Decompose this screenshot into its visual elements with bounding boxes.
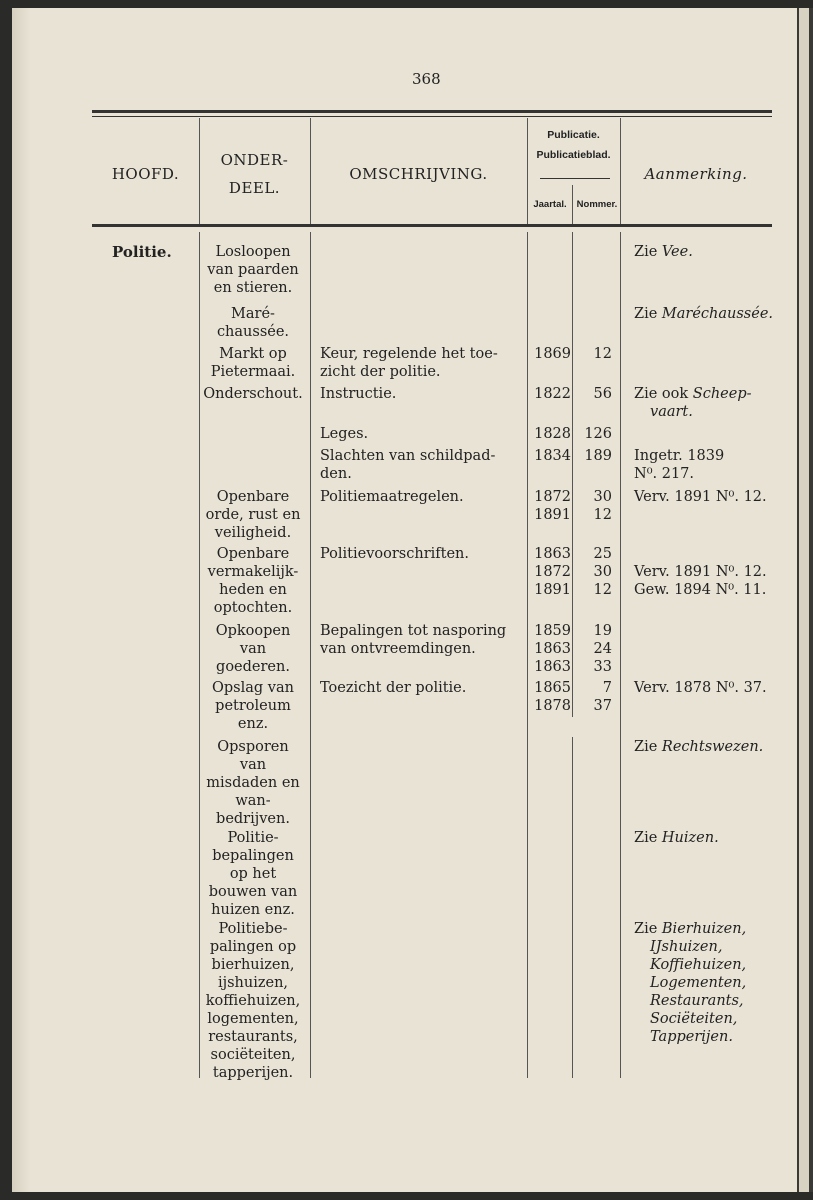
remark-line: Sociëteiten,	[650, 1011, 738, 1027]
onderdeel-cell-line: koffiehuizen,	[205, 993, 301, 1009]
jaartal-cell-line: 1869	[534, 346, 571, 362]
remark-line: Tapperijen.	[650, 1029, 733, 1045]
onderdeel-cell-line: Politie-	[227, 830, 279, 846]
jaartal-cell-line: 1834	[534, 448, 571, 464]
remark-line: Zie Bierhuizen,	[634, 921, 747, 937]
jaartal-cell	[527, 385, 571, 403]
remark-line: Zie Maréchaussée.	[634, 306, 774, 322]
jaartal-cell-line: 1865	[534, 680, 571, 696]
remark-cell	[634, 738, 784, 756]
nommer-cell	[576, 545, 612, 599]
jaartal-cell	[527, 545, 571, 599]
nommer-cell-line: 7	[602, 680, 612, 696]
remark-cell	[634, 488, 784, 506]
onderdeel-cell-line: Openbare	[216, 546, 290, 562]
omschrijving-cell	[320, 488, 520, 506]
onderdeel-cell-line: bedrijven.	[216, 811, 290, 827]
omschrijving-cell	[320, 545, 520, 563]
onderdeel-cell-line: Markt op	[219, 346, 287, 362]
nommer-cell	[576, 622, 612, 676]
nommer-cell-line: 126	[584, 426, 612, 442]
remark-cell	[634, 545, 784, 599]
onderdeel-cell	[198, 738, 308, 828]
omschrijving-cell-line: Toezicht der politie.	[320, 680, 467, 696]
remark-line: Restaurants,	[650, 993, 744, 1009]
omschrijving-cell-line: zicht der politie.	[320, 364, 441, 380]
onderdeel-cell	[198, 243, 308, 297]
onderdeel-cell-line: petroleum	[215, 698, 291, 714]
remark-line: Zie Huizen.	[634, 830, 719, 846]
jaartal-cell-line: 1863	[534, 546, 571, 562]
onderdeel-cell-line: op het	[229, 866, 277, 882]
onderdeel-cell	[198, 622, 308, 676]
omschrijving-cell-line: Leges.	[320, 426, 369, 442]
omschrijving-cell-line: den.	[320, 466, 352, 482]
onderdeel-cell	[198, 305, 308, 341]
remark-cell	[634, 305, 784, 323]
onderdeel-cell-line: tapperijen.	[212, 1065, 294, 1081]
nommer-cell-line: 12	[593, 582, 612, 598]
onderdeel-cell	[198, 545, 308, 617]
page-number: 368	[412, 70, 441, 88]
jaartal-cell-line: 1863	[534, 659, 571, 675]
onderdeel-cell-line: Opsporen	[217, 739, 289, 755]
onderdeel-cell-line: Pietermaai.	[210, 364, 296, 380]
onderdeel-cell	[198, 385, 308, 403]
onderdeel-cell-line: chaussée.	[216, 324, 290, 340]
remark-cell	[634, 385, 784, 421]
remark-line: Zie Rechtswezen.	[634, 739, 764, 755]
nommer-cell	[576, 447, 612, 465]
jaartal-cell-line: 1872	[534, 564, 571, 580]
omschrijving-cell-line: Instructie.	[320, 386, 397, 402]
jaartal-cell-line: 1859	[534, 623, 571, 639]
onderdeel-cell-line: bepalingen	[212, 848, 294, 864]
omschrijving-cell	[320, 385, 520, 403]
jaartal-cell	[527, 425, 571, 443]
nommer-cell-line: 19	[593, 623, 612, 639]
onderdeel-cell-line: van paarden	[207, 262, 299, 278]
remark-line	[634, 545, 784, 563]
remark-line: Verv. 1878 N⁰. 37.	[634, 680, 767, 696]
onderdeel-cell-line: restaurants,	[208, 1029, 298, 1045]
onderdeel-cell-line: veiligheid.	[214, 525, 292, 541]
remark-cell	[634, 243, 784, 261]
omschrijving-cell-line: Politievoorschriften.	[320, 546, 469, 562]
onderdeel-cell-line: en stieren.	[213, 280, 293, 296]
header-jaartal: Jaartal.	[533, 199, 567, 210]
nommer-cell-line: 189	[584, 448, 612, 464]
remark-line: Verv. 1891 N⁰. 12.	[634, 564, 767, 580]
nommer-cell	[576, 425, 612, 443]
remark-line: vaart.	[650, 404, 693, 420]
nommer-cell	[576, 345, 612, 363]
remark-line: Zie Vee.	[634, 244, 693, 260]
omschrijving-cell	[320, 345, 520, 381]
jaartal-cell	[527, 345, 571, 363]
nommer-cell-line: 12	[593, 507, 612, 523]
onderdeel-cell-line: van	[239, 757, 267, 773]
jaartal-cell	[527, 622, 571, 676]
onderdeel-cell-line: heden en	[219, 582, 287, 598]
omschrijving-cell-line: Bepalingen tot nasporing	[320, 623, 507, 639]
onderdeel-cell-line: Opkoopen	[215, 623, 291, 639]
jaartal-cell-line: 1822	[534, 386, 571, 402]
onderdeel-cell-line: sociëteiten,	[210, 1047, 296, 1063]
omschrijving-cell-line: van ontvreemdingen.	[320, 641, 476, 657]
omschrijving-cell	[320, 447, 520, 483]
column-divider	[572, 737, 573, 1078]
onderdeel-cell-line: goederen.	[216, 659, 290, 675]
onderdeel-cell-line: bouwen van	[208, 884, 298, 900]
onderdeel-cell-line: orde, rust en	[205, 507, 301, 523]
nommer-cell-line: 56	[593, 386, 612, 402]
remark-cell	[634, 920, 784, 1046]
remark-line: Verv. 1891 N⁰. 12.	[634, 489, 767, 505]
column-divider	[310, 232, 311, 1078]
hoofd-politie: Politie.	[112, 243, 172, 261]
nommer-cell	[576, 488, 612, 524]
remark-line: Zie ook Scheep-	[634, 386, 752, 402]
remark-cell	[634, 679, 784, 697]
onderdeel-cell-line: misdaden en	[206, 775, 300, 791]
onderdeel-cell-line: Politiebe-	[218, 921, 288, 937]
remark-line: Gew. 1894 N⁰. 11.	[634, 582, 767, 598]
remark-line: IJshuizen,	[650, 939, 723, 955]
onderdeel-cell-line: Opslag van	[212, 680, 294, 696]
header-hoofd: HOOFD.	[111, 165, 180, 183]
onderdeel-cell	[198, 679, 308, 733]
jaartal-cell-line: 1891	[534, 582, 571, 598]
jaartal-cell-line: 1891	[534, 507, 571, 523]
onderdeel-cell-line: palingen op	[209, 939, 297, 955]
onderdeel-cell-line: logementen,	[207, 1011, 299, 1027]
jaartal-cell-line: 1863	[534, 641, 571, 657]
onderdeel-cell-line: optochten.	[213, 600, 293, 616]
header-top-rule	[92, 110, 772, 113]
onderdeel-cell-line: enz.	[237, 716, 269, 732]
onderdeel-cell-line: huizen enz.	[211, 902, 295, 918]
omschrijving-cell	[320, 679, 520, 697]
omschrijving-cell	[320, 622, 520, 658]
nommer-cell-line: 30	[593, 564, 612, 580]
onderdeel-cell-line: bierhuizen,	[211, 957, 295, 973]
onderdeel-cell	[198, 345, 308, 381]
remark-line: N⁰. 217.	[634, 466, 695, 482]
onderdeel-cell	[198, 829, 308, 919]
header-aanmerking: Aanmerking.	[644, 165, 748, 183]
nommer-cell-line: 24	[593, 641, 612, 657]
header-nommer: Nommer.	[576, 199, 618, 210]
onderdeel-cell-line: Losloopen	[215, 244, 291, 260]
onderdeel-cell	[198, 488, 308, 542]
onderdeel-cell-line: ijshuizen,	[217, 975, 289, 991]
column-divider	[620, 232, 621, 1078]
nommer-cell	[576, 679, 612, 715]
jaartal-cell-line: 1828	[534, 426, 571, 442]
nommer-cell-line: 25	[593, 546, 612, 562]
jaartal-cell-line: 1872	[534, 489, 571, 505]
omschrijving-cell-line: Politiemaatregelen.	[320, 489, 464, 505]
nommer-cell-line: 33	[593, 659, 612, 675]
nommer-cell-line: 12	[593, 346, 612, 362]
omschrijving-cell-line: Slachten van schildpad-	[320, 448, 496, 464]
remark-cell	[634, 829, 784, 847]
onderdeel-cell-line: Openbare	[216, 489, 290, 505]
jaartal-cell-line: 1878	[534, 698, 571, 714]
jaartal-cell	[527, 488, 571, 524]
nommer-cell-line: 30	[593, 489, 612, 505]
header-onderdeel: ONDER- DEEL.	[220, 151, 289, 197]
onderdeel-cell-line: wan-	[235, 793, 271, 809]
page-edge	[797, 8, 813, 1192]
omschrijving-cell	[320, 425, 520, 443]
onderdeel-cell-line: Maré-	[231, 306, 275, 322]
nommer-cell-line: 37	[593, 698, 612, 714]
onderdeel-cell-line: vermakelijk-	[207, 564, 299, 580]
nommer-cell	[576, 385, 612, 403]
remark-line: Logementen,	[650, 975, 747, 991]
page-gutter	[12, 8, 30, 1192]
remark-cell	[634, 447, 784, 483]
header-omschrijving: OMSCHRIJVING.	[349, 165, 488, 183]
onderdeel-cell	[198, 920, 308, 1082]
jaartal-cell	[527, 447, 571, 465]
header-bottom-rule	[92, 224, 772, 227]
omschrijving-cell-line: Keur, regelende het toe-	[320, 346, 498, 362]
remark-line: Koffiehuizen,	[650, 957, 747, 973]
onderdeel-cell-line: van	[239, 641, 267, 657]
header-top-rule-thin	[92, 116, 772, 117]
publicatie-underline	[540, 178, 610, 179]
header-publicatie: Publicatie. Publicatieblad.	[536, 129, 611, 161]
column-divider	[572, 232, 573, 717]
remark-line: Ingetr. 1839	[634, 448, 725, 464]
onderdeel-cell-line: Onderschout.	[203, 386, 303, 402]
jaartal-cell	[527, 679, 571, 715]
